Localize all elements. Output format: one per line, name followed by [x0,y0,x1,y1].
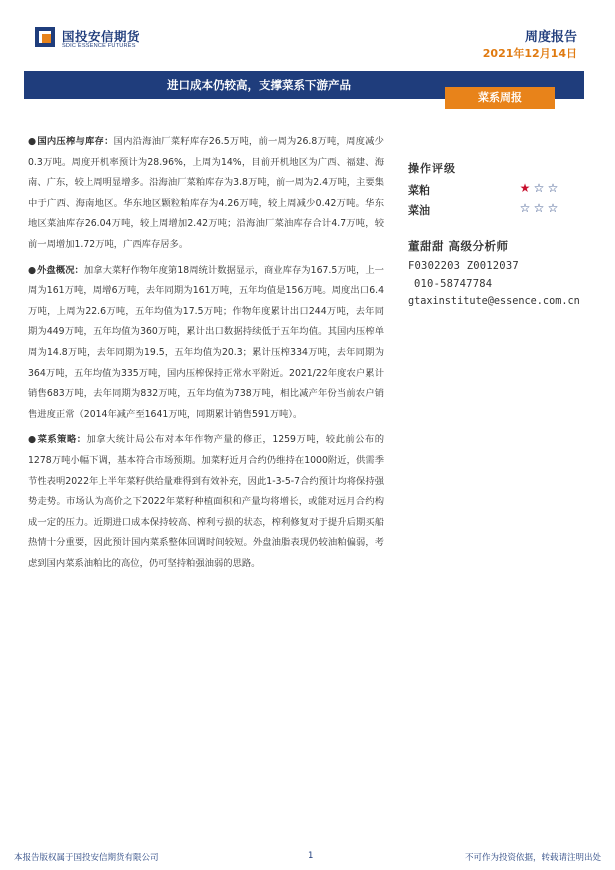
logo-company-name-en: SDIC ESSENCE FUTURES [62,43,136,49]
bullet-icon: ● [28,264,37,276]
paragraph-title: 菜系策略： [37,434,87,446]
star-empty-icon: ☆ [519,201,531,215]
star-empty-icon: ☆ [533,181,545,195]
paragraph-domestic [28,132,384,256]
paragraph-body: 国内沿海油厂菜籽库存26.5万吨，前一周为26.8万吨，周度减少0.3万吨。周度开机率预计为28.96%，上周为14%，目前开机地区为广西、福建、海南、广东，较上周明显增多。沿海油厂菜粕库存为3.8万吨，前一周为2.4万吨，主要集中于广西、海南地区。华东地区颗粒粕库存为4.26万吨，较上周减少0.42万吨。华东地区菜油库存26.04万吨，较上周增加2.42万吨；沿海油厂菜油库存合计4.7万吨，较前一周增加1.72万吨，广西库存居多。 [28,136,384,250]
paragraph-body: 加拿大统计局公布对本年作物产量的修正，1259万吨，较此前公布的1278万吨小幅下调，基本符合市场预期。加菜籽近月合约仍维持在1000附近，供需季节性表明2022年上半年菜籽供给量难得到有效补充，因此1-3-5-7合约预计均将保持强势走势。市场认为高价之下2022年菜籽种植面积和产量均将增长，或能对远月合约构成一定的压力。近期进口成本保持较高、榨利亏损的状态，榨利修复对于提升后期买船热情十分重要，因此预计国内菜系整体回调时间较短。外盘油脂表现仍较油粕偏弱，考虑到国内菜系油粕比的高位，仍可坚持粕强油弱的思路。 [28,434,384,569]
star-rating [518,201,560,215]
footer-divider [0,840,615,841]
report-date: 2021年12月14日 [482,47,577,60]
rating-row-oil [408,200,608,220]
rating-row-meal [408,180,608,200]
section-tab [445,87,555,109]
analyst-license: F0302203 Z0012037 [408,260,519,272]
analyst-name: 董甜甜 高级分析师 [408,239,509,253]
section-tab-label: 菜系周报 [478,91,522,104]
report-type: 周度报告 [524,30,577,45]
logo-company-name: 国投安信期货 [62,29,141,44]
bullet-icon: ● [28,434,37,446]
bullet-icon: ● [28,136,37,147]
rating-label: 菜油 [408,204,430,217]
paragraph-body: 加拿大菜籽作物年度第18周统计数据显示，商业库存为167.5万吨，上一周为161万吨，周增6万吨，去年同期为161万吨，五年均值是156万吨。周度出口6.4万吨，上周为22.6万吨，五年均值为17.5万吨；作物年度累计出口244万吨，去年同期为449万吨，五年均值为360万吨，累计出口数据持续低于五年均值。其国内压榨单周为14.8万吨，去年同期为19.5，五年均值为20.3；累计压榨334万吨，去年同期为364万吨，五年均值为335万吨，国内压榨保持正常水平附近。2021/22年度农户累计销售683万吨，去年同期为832万吨，五年均值为738万吨，相比减产年份当前农户销售进度正常（2014年减产至1641万吨，同期累计销售591万吨）。 [28,264,384,420]
rating-panel [408,160,608,220]
footer-disclaimer: 不可作为投资依据，转载请注明出处 [464,853,601,863]
analyst-block [408,238,613,307]
star-filled-icon: ★ [519,181,531,195]
star-empty-icon: ☆ [547,181,559,195]
paragraph-overseas [28,261,384,426]
analyst-email[interactable]: gtaxinstitute@essence.com.cn [408,296,580,307]
paragraph-title: 外盘概况： [37,264,84,276]
report-header [0,0,615,70]
rating-label: 菜粕 [408,184,430,197]
analyst-phone: 010-58747784 [414,278,493,290]
star-empty-icon: ☆ [533,201,545,215]
star-rating [518,181,560,195]
main-content [28,132,384,579]
star-empty-icon: ☆ [547,201,559,215]
paragraph-strategy [28,430,384,574]
paragraph-title: 国内压榨与库存： [37,136,114,147]
logo-icon [35,27,55,47]
page-number: 1 [308,851,314,861]
footer-copyright: 本报告版权属于国投安信期货有限公司 [14,853,159,863]
report-title: 进口成本仍较高，支撑菜系下游产品 [167,78,351,92]
rating-heading: 操作评级 [408,162,456,175]
